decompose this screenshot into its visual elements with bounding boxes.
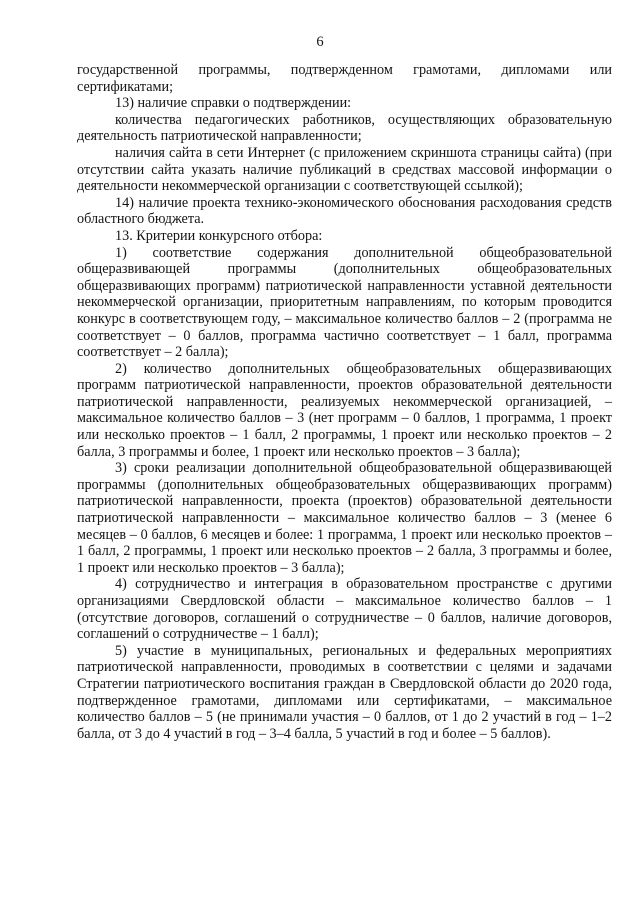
section-heading-criteria: 13. Критерии конкурсного отбора:	[115, 227, 323, 244]
page-number: 6	[316, 34, 324, 50]
paragraph-teacher-count: количества педагогических работников, осуществляющих образовательную деятельность патриотической направленности;	[77, 111, 612, 145]
criterion-5: 5) участие в муниципальных, региональных и федеральных мероприятиях патриотической направленности, проводимых в соответствии с целями и задачами Стратегии патриотического воспитания граждан в Свердловской области до 2020 года, подтвержденное грамотами, дипломами или сертификатами, – максимальное количество баллов – 5 (не принимали участия – 0 баллов, от 1 до 2 участий в год – 1–2 балла, от 3 до 4 участий в год – 3–4 балла, 5 участий в год и более – 5 баллов).	[77, 642, 612, 742]
criterion-4: 4) сотрудничество и интеграция в образовательном пространстве с другими организациями Свердловской области – максимальное количество баллов – 1 (отсутствие договоров, соглашений о сотрудничестве – 0 баллов, наличие договоров, соглашений о сотрудничестве – 1 балл);	[77, 576, 612, 643]
criterion-1: 1) соответствие содержания дополнительной общеобразовательной общеразвивающей программы (дополнительных общеобразовательных общеразвивающих программ) патриотической направленности уставной деятельности некоммерческой организации, приоритетным направлениям, по которым проводится конкурс в соответствующем году, – максимальное количество баллов – 2 (программа не соответствует – 0 баллов, программа частично соответствует – 1 балл, программа соответствует – 2 балла);	[77, 244, 612, 361]
paragraph-item-13-certificate: 13) наличие справки о подтверждении:	[115, 95, 352, 112]
paragraph-continuation: государственной программы, подтвержденном грамотами, дипломами или сертификатами;	[77, 62, 612, 95]
document-body	[77, 62, 612, 742]
paragraph-item-14-feasibility: 14) наличие проекта технико-экономического обоснования расходования средств областного бюджета.	[77, 194, 612, 228]
paragraph-website: наличия сайта в сети Интернет (с приложением скриншота страницы сайта) (при отсутствии сайта указать наличие публикаций в средствах массовой информации о деятельности некоммерческой организации с соответствующей ссылкой);	[77, 144, 612, 195]
criterion-3: 3) сроки реализации дополнительной общеобразовательной общеразвивающей программы (дополнительных общеобразовательных общеразвивающих программ) патриотической направленности, проекта (проектов) образовательной деятельности патриотической направленности – максимальное количество баллов – 3 (менее 6 месяцев – 0 баллов, 6 месяцев и более: 1 программа, 1 проект или несколько проектов – 1 балл, 2 программы, 1 проект или несколько проектов – 2 балла, 3 программы и более, 1 проект или несколько проектов – 3 балла);	[77, 460, 612, 576]
criterion-2: 2) количество дополнительных общеобразовательных общеразвивающих программ патриотической направленности, проектов образовательной деятельности патриотической направленности, реализуемых некоммерческой организацией, – максимальное количество баллов – 3 (нет программ – 0 баллов, 1 программа, 1 проект или несколько проектов – 1 балл, 2 программы, 1 проект или несколько проектов – 2 балла, 3 программы и более, 1 проект или несколько проектов – 3 балла);	[77, 360, 612, 460]
